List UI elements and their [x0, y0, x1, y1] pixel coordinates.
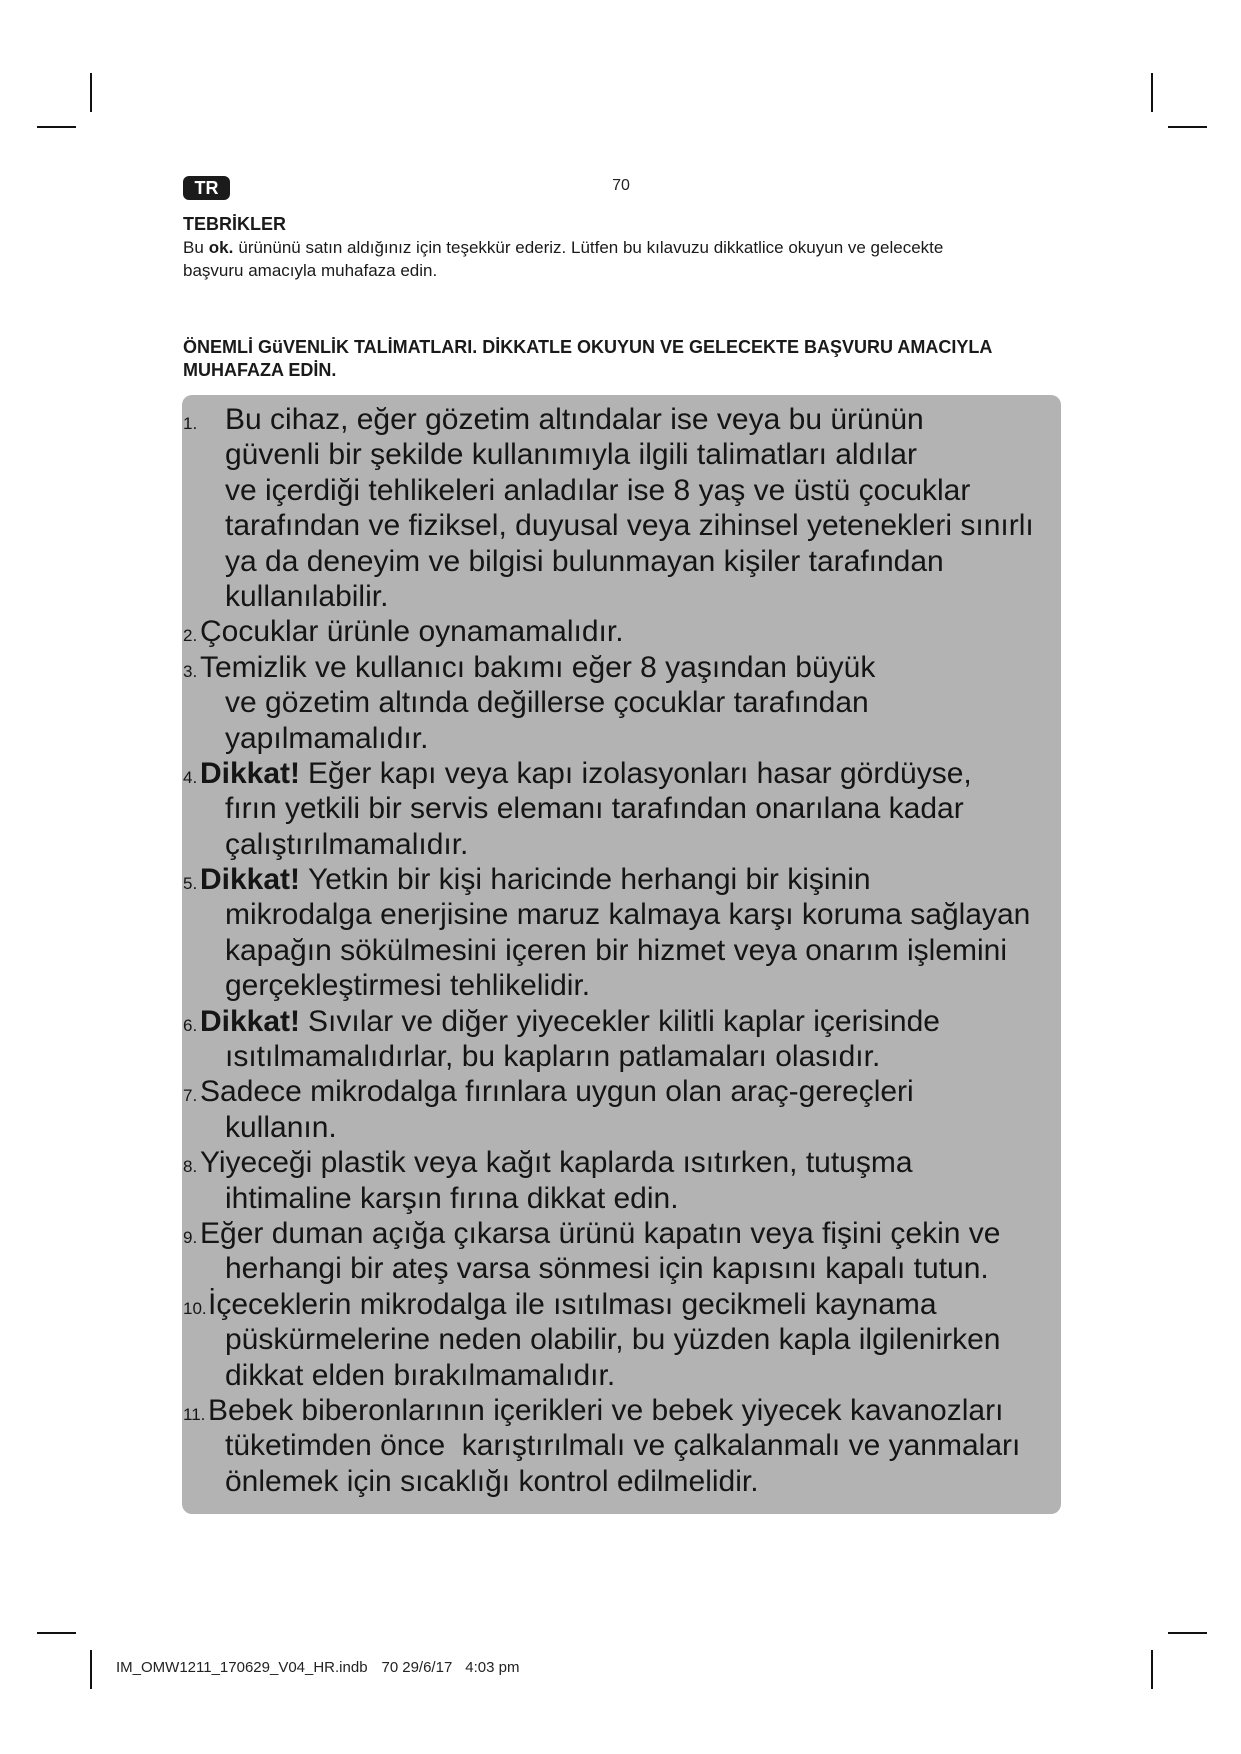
item-number: 5.: [183, 874, 198, 894]
item-line: [225, 1039, 1061, 1074]
safety-item-6: [182, 1004, 1061, 1075]
warning-label: Dikkat!: [200, 863, 301, 897]
item-text: güvenli bir şekilde kullanımıyla ilgili talimatları aldılar: [225, 438, 917, 472]
item-text: mikrodalga enerjisine maruz kalmaya karşı koruma sağlayan: [225, 898, 1031, 932]
crop-mark-top-left-h: [37, 126, 76, 128]
item-text: Eğer duman açığa çıkarsa ürünü kapatın veya fişini çekin ve: [200, 1216, 1001, 1250]
safety-item-2: [182, 614, 1061, 649]
item-line: [225, 1464, 1061, 1499]
item-text: Yetkin bir kişi haricinde herhangi bir kişinin: [308, 863, 871, 897]
item-text: Yiyeceği plastik veya kağıt kaplarda ısıtırken, tutuşma: [200, 1146, 913, 1180]
item-line: [225, 1322, 1061, 1357]
item-text: fırın yetkili bir servis elemanı tarafından onarılana kadar: [225, 792, 964, 826]
crop-mark-bottom-right-v: [1151, 1650, 1153, 1689]
item-line: [225, 1428, 1061, 1463]
item-line: [225, 579, 1061, 614]
item-line: [183, 1145, 1061, 1180]
item-number: 11.: [183, 1404, 206, 1424]
item-line: [225, 791, 1061, 826]
crop-mark-top-right-v: [1151, 73, 1153, 112]
item-line: [183, 1216, 1061, 1251]
footer-time: 4:03 pm: [465, 1659, 520, 1676]
item-text: tarafından ve fiziksel, duyusal veya zihinsel yetenekleri sınırlı: [225, 509, 1034, 543]
item-text: Sadece mikrodalga fırınlara uygun olan araç-gereçleri: [200, 1075, 914, 1109]
crop-mark-top-left-v: [90, 73, 92, 112]
crop-mark-bottom-left-h: [37, 1632, 76, 1634]
intro-line-2: başvuru amacıyla muhafaza edin.: [183, 261, 438, 280]
safety-item-8: [182, 1145, 1061, 1216]
item-line: [183, 1393, 1061, 1428]
item-text: tüketimden önce karıştırılmalı ve çalkalanmalı ve yanmaları: [225, 1429, 1021, 1463]
item-line: [183, 614, 1061, 649]
safety-item-7: [182, 1074, 1061, 1145]
item-line: [225, 968, 1061, 1003]
warning-label: Dikkat!: [200, 1004, 301, 1038]
item-text: Temizlik ve kullanıcı bakımı eğer 8 yaşından büyük: [200, 650, 876, 684]
crop-mark-bottom-right-h: [1168, 1632, 1207, 1634]
item-text: yapılmamalıdır.: [225, 721, 429, 755]
safety-heading-line-1: ÖNEMLİ GüVENLİK TALİMATLARI. DİKKATLE OKUYUN VE GELECEKTE BAŞVURU AMACIYLA: [183, 337, 993, 357]
item-text: kapağın sökülmesini içeren bir hizmet veya onarım işlemini: [225, 933, 1007, 967]
safety-item-1: [182, 402, 1061, 614]
footer-page: 70: [381, 1659, 399, 1676]
page-number: 70: [612, 177, 630, 194]
safety-item-4: [182, 756, 1061, 862]
safety-heading-line-2: MUHAFAZA EDİN.: [183, 360, 337, 380]
item-line: [225, 437, 1061, 472]
item-line: [183, 1287, 1061, 1322]
item-line: [225, 897, 1061, 932]
intro-line-1-text: ürününü satın aldığınız için teşekkür ederiz. Lütfen bu kılavuzu dikkatlice okuyun ve gelecekte: [238, 238, 944, 257]
item-line: [225, 721, 1061, 756]
item-line: [225, 544, 1061, 579]
item-line: [225, 685, 1061, 720]
item-text: Bu cihaz, eğer gözetim altındalar ise veya bu ürünün: [225, 403, 924, 436]
item-line: [225, 1358, 1061, 1393]
safety-item-10: [182, 1287, 1061, 1393]
item-number: 3.: [183, 661, 198, 681]
item-line: [225, 473, 1061, 508]
item-number: 7.: [183, 1086, 198, 1106]
item-text: kullanılabilir.: [225, 579, 389, 613]
item-number: 8.: [183, 1157, 198, 1177]
item-line: [183, 1074, 1061, 1109]
safety-item-3: [182, 650, 1061, 756]
item-text: Sıvılar ve diğer yiyecekler kilitli kaplar içerisinde: [308, 1004, 940, 1038]
item-line: [225, 508, 1061, 543]
crop-mark-top-right-h: [1168, 126, 1207, 128]
item-line: [225, 1110, 1061, 1145]
item-number: 2.: [183, 626, 198, 646]
warning-label: Dikkat!: [200, 756, 301, 790]
item-line: [183, 402, 1061, 437]
item-number: 9.: [183, 1227, 198, 1247]
item-number: 10.: [183, 1298, 207, 1318]
item-number: 1.: [183, 414, 198, 433]
brand-name: ok.: [208, 238, 234, 257]
safety-item-9: [182, 1216, 1061, 1287]
print-footer: [116, 1658, 519, 1678]
item-line: [225, 1251, 1061, 1286]
item-text: püskürmelerine neden olabilir, bu yüzden kapla ilgilenirken: [225, 1323, 1001, 1357]
item-text: Çocuklar ürünle oynamamalıdır.: [200, 615, 624, 649]
crop-mark-bottom-left-v: [90, 1650, 92, 1689]
item-text: ihtimaline karşın fırına dikkat edin.: [225, 1181, 679, 1215]
item-text: Eğer kapı veya kapı izolasyonları hasar gördüyse,: [308, 756, 972, 790]
footer-date: 29/6/17: [402, 1659, 453, 1676]
item-text: herhangi bir ateş varsa sönmesi için kapısını kapalı tutun.: [225, 1252, 989, 1286]
intro-title: TEBRİKLER: [183, 214, 286, 234]
item-text: ısıtılmamalıdırlar, bu kapların patlamaları olasıdır.: [225, 1040, 881, 1074]
item-text: İçeceklerin mikrodalga ile ısıtılması gecikmeli kaynama: [208, 1287, 937, 1321]
safety-item-11: [182, 1393, 1061, 1499]
item-text: gerçekleştirmesi tehlikelidir.: [225, 969, 591, 1003]
item-text: ve içerdiği tehlikeleri anladılar ise 8 yaş ve üstü çocuklar: [225, 473, 971, 507]
item-line: [183, 756, 1061, 791]
intro-prefix: Bu: [183, 238, 204, 257]
safety-instructions-box: [182, 395, 1061, 1514]
item-text: Bebek biberonlarının içerikleri ve bebek yiyecek kavanozları: [208, 1393, 1004, 1427]
item-text: ya da deneyim ve bilgisi bulunmayan kişiler tarafından: [225, 544, 944, 578]
item-text: önlemek için sıcaklığı kontrol edilmelidir.: [225, 1464, 759, 1498]
item-line: [183, 650, 1061, 685]
item-text: dikkat elden bırakılmamalıdır.: [225, 1358, 616, 1392]
item-line: [183, 1004, 1061, 1039]
item-number: 6.: [183, 1015, 198, 1035]
item-number: 4.: [183, 767, 198, 787]
item-line: [225, 1181, 1061, 1216]
safety-heading: [183, 336, 992, 382]
item-text: kullanın.: [225, 1110, 337, 1144]
item-text: ve gözetim altında değillerse çocuklar tarafından: [225, 686, 869, 720]
intro-line-1: [183, 236, 943, 259]
item-line: [225, 827, 1061, 862]
safety-item-5: [182, 862, 1061, 1004]
footer-file-name: IM_OMW1211_170629_V04_HR.indb: [116, 1659, 368, 1676]
item-line: [183, 862, 1061, 897]
item-line: [225, 933, 1061, 968]
language-badge: TR: [183, 176, 230, 200]
item-text: çalıştırılmamalıdır.: [225, 827, 469, 861]
intro-section: [183, 213, 943, 282]
